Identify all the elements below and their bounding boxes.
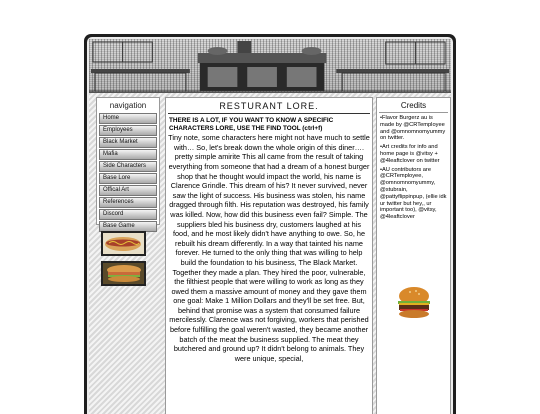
nav-item-offical-art[interactable]: Offical Art <box>99 185 157 196</box>
lore-heading: THERE IS A LOT, IF YOU WANT TO KNOW A SPECIFIC CHARACTERS LORE, USE THE FIND TOOL (ctrl+f) <box>169 117 334 132</box>
nav-item-black-market[interactable]: Black Market <box>99 137 157 148</box>
nav-item-references[interactable]: References <box>99 197 157 208</box>
site-frame <box>84 34 456 414</box>
nav-item-base-lore[interactable]: Base Lore <box>99 173 157 184</box>
navigation-panel <box>96 97 160 229</box>
kitchen-engraving-image <box>89 39 451 92</box>
header-banner <box>89 39 451 93</box>
nav-item-discord[interactable]: Discord <box>99 209 157 220</box>
burger-icon <box>395 286 433 320</box>
credits-title: Credits <box>379 101 448 113</box>
navigation-title: navigation <box>109 101 147 110</box>
lore-panel <box>165 97 373 414</box>
nav-item-home[interactable]: Home <box>99 113 157 124</box>
credits-panel <box>376 97 451 414</box>
sandwich-image <box>101 261 146 286</box>
page-title: RESTURANT LORE. <box>168 101 370 114</box>
nav-item-side-characters[interactable]: Side Characters <box>99 161 157 172</box>
lore-body-text: Tiny note, some characters here might not have much to settle with… So, let's break down the whole origin of this diner…. pretty simple amirite This all came from the result of taking everything from someone that had a dream of a honest burger shop that he thought would impact the world, his name is Clarence Grindle. This dream of his? It never survived, never saw the light of success. His business was stolen, his name dragged through filth. His reputation was destroyed, his family was killed. Now, how did this business even fail? Simple. The suppliers bled his business dry, customers laughed at his food, and he most likely didn't have anything to owe. So, he rebuilt his dream differently. In a way that tainted his name forever. He turned to the only thing that was willing to help build the foundation to his business, The Black Market. Together they made a plan. They hired the poor, vulnerable, the filthiest people that were willing to work as long as they owed them a massive amount of money and they gave them one goal: Make 1 Million Dollars and they'll be set free. But, behind that promise was a system that consumed failure mercilessly. Clarence was not forgiving, workers that perished before fulfilling the goal weren't wasted, they became another batch of the meat the business supplied. The meat they butchered and ground up? It didn't belong to animals. They were unique, special, <box>168 133 370 363</box>
sandwich-icon <box>103 263 144 284</box>
credit-line-3: •AU contributors are @CRTemployee, @omnomnomyummy, @stubrain, @pattyflippinpup, (ellie idk ur twitter but hey,, ur important too), @vitsy, @4leaftclover <box>380 166 447 221</box>
nav-item-employees[interactable]: Employees <box>99 125 157 136</box>
credit-line-2: •Art credits for info and home page is @vitsy + @4leaftclover on twitter <box>380 144 440 164</box>
nav-item-base-game[interactable]: Base Game <box>99 221 157 232</box>
nav-item-mafia[interactable]: Mafia <box>99 149 157 160</box>
credit-line-1: •Flavor Burgerz au is made by @CRTemployee and @omnomnomyummy on twitter. <box>380 115 446 142</box>
hotdog-icon <box>103 233 144 254</box>
site-inner <box>87 37 453 414</box>
hotdog-image <box>101 231 146 256</box>
